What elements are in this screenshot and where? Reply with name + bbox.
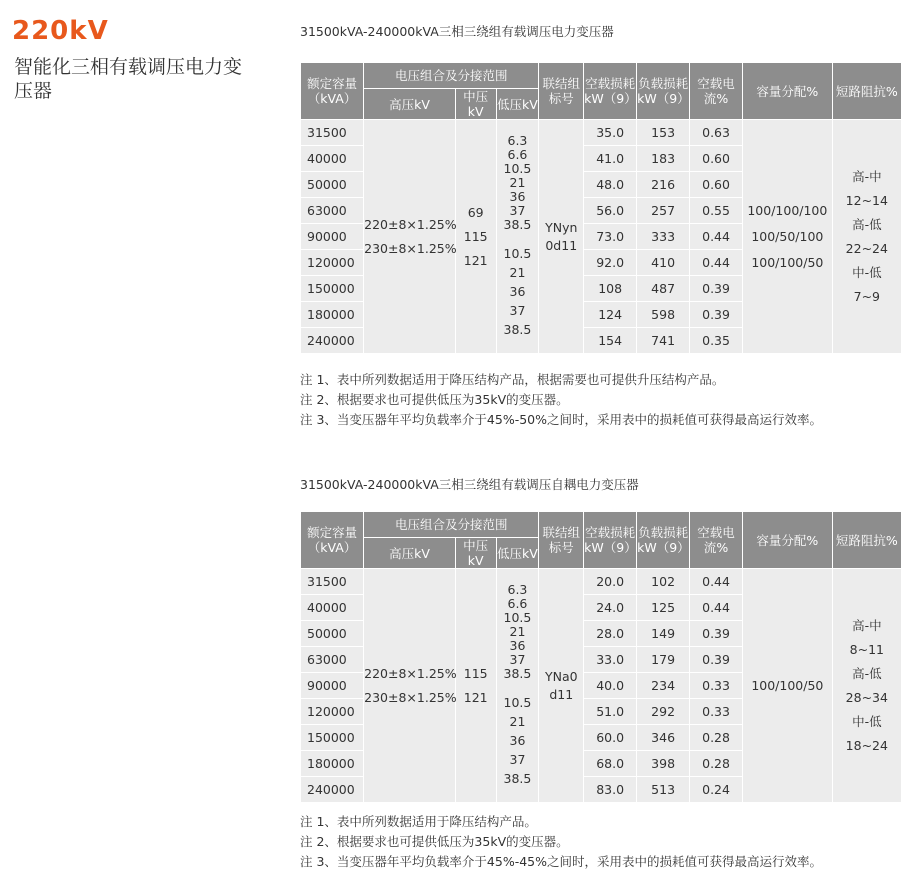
header-voltage-combination: 电压组合及分接范围 bbox=[364, 512, 539, 538]
cell-load-loss: 410 bbox=[637, 250, 690, 276]
cell-no-load-current: 0.60 bbox=[690, 172, 743, 198]
table-row bbox=[301, 569, 902, 595]
cell-no-load-loss: 73.0 bbox=[584, 224, 637, 250]
cell-load-loss: 292 bbox=[637, 699, 690, 725]
cell-load-loss: 598 bbox=[637, 302, 690, 328]
header-short-circuit-impedance: 短路阻抗% bbox=[832, 512, 901, 569]
note-line: 注 2、根据要求也可提供低压为35kV的变压器。 bbox=[300, 392, 569, 407]
cell-no-load-loss: 24.0 bbox=[584, 595, 637, 621]
cell-vector-group: YNa0 d11 bbox=[539, 569, 584, 803]
header-rated-capacity: 额定容量（kVA） bbox=[301, 63, 364, 120]
cell-no-load-current: 0.28 bbox=[690, 751, 743, 777]
header-low-voltage: 低压kV bbox=[496, 538, 539, 569]
cell-load-loss: 333 bbox=[637, 224, 690, 250]
cell-no-load-current: 0.44 bbox=[690, 595, 743, 621]
cell-load-loss: 102 bbox=[637, 569, 690, 595]
header-vector-group: 联结组标号 bbox=[539, 512, 584, 569]
cell-capacity-distribution: 100/100/50 bbox=[743, 569, 833, 803]
cell-no-load-current: 0.63 bbox=[690, 120, 743, 146]
note-line: 注 2、根据要求也可提供低压为35kV的变压器。 bbox=[300, 834, 569, 849]
header-rated-capacity: 额定容量（kVA） bbox=[301, 512, 364, 569]
cell-no-load-current: 0.39 bbox=[690, 621, 743, 647]
cell-no-load-loss: 83.0 bbox=[584, 777, 637, 803]
cell-no-load-loss: 40.0 bbox=[584, 673, 637, 699]
cell-load-loss: 513 bbox=[637, 777, 690, 803]
cell-load-loss: 153 bbox=[637, 120, 690, 146]
cell-rated-capacity: 63000 bbox=[301, 198, 364, 224]
cell-load-loss: 398 bbox=[637, 751, 690, 777]
note-line: 注 3、当变压器年平均负载率介于45%-50%之间时，采用表中的损耗值可获得最高运行效率。 bbox=[300, 412, 823, 427]
header-high-voltage: 高压kV bbox=[364, 89, 456, 120]
cell-no-load-current: 0.39 bbox=[690, 276, 743, 302]
cell-no-load-current: 0.35 bbox=[690, 328, 743, 354]
cell-no-load-loss: 48.0 bbox=[584, 172, 637, 198]
cell-no-load-loss: 35.0 bbox=[584, 120, 637, 146]
cell-no-load-loss: 20.0 bbox=[584, 569, 637, 595]
cell-no-load-current: 0.55 bbox=[690, 198, 743, 224]
header-no-load-loss: 空载损耗kW（9） bbox=[584, 512, 637, 569]
header-load-loss: 负载损耗kW（9） bbox=[637, 63, 690, 120]
cell-no-load-loss: 68.0 bbox=[584, 751, 637, 777]
cell-no-load-loss: 60.0 bbox=[584, 725, 637, 751]
cell-no-load-current: 0.44 bbox=[690, 250, 743, 276]
cell-no-load-current: 0.28 bbox=[690, 725, 743, 751]
header-load-loss: 负载损耗kW（9） bbox=[637, 512, 690, 569]
cell-rated-capacity: 40000 bbox=[301, 595, 364, 621]
cell-rated-capacity: 63000 bbox=[301, 647, 364, 673]
header-no-load-loss: 空载损耗kW（9） bbox=[584, 63, 637, 120]
header-no-load-current: 空载电流% bbox=[690, 63, 743, 120]
cell-rated-capacity: 90000 bbox=[301, 673, 364, 699]
cell-rated-capacity: 50000 bbox=[301, 172, 364, 198]
header-capacity-distribution: 容量分配% bbox=[743, 63, 833, 120]
cell-load-loss: 234 bbox=[637, 673, 690, 699]
cell-load-loss: 149 bbox=[637, 621, 690, 647]
cell-load-loss: 487 bbox=[637, 276, 690, 302]
cell-no-load-loss: 28.0 bbox=[584, 621, 637, 647]
header-high-voltage: 高压kV bbox=[364, 538, 456, 569]
cell-rated-capacity: 180000 bbox=[301, 302, 364, 328]
cell-rated-capacity: 50000 bbox=[301, 621, 364, 647]
table2-title: 31500kVA-240000kVA三相三绕组有载调压自耦电力变压器 bbox=[300, 477, 639, 492]
cell-no-load-current: 0.33 bbox=[690, 673, 743, 699]
cell-low-voltage bbox=[496, 120, 539, 354]
cell-load-loss: 183 bbox=[637, 146, 690, 172]
cell-no-load-current: 0.39 bbox=[690, 302, 743, 328]
header-low-voltage: 低压kV bbox=[496, 89, 539, 120]
cell-load-loss: 741 bbox=[637, 328, 690, 354]
cell-high-voltage: 220±8×1.25% 230±8×1.25% bbox=[364, 120, 456, 354]
cell-rated-capacity: 120000 bbox=[301, 699, 364, 725]
table2-notes bbox=[300, 812, 822, 872]
cell-rated-capacity: 31500 bbox=[301, 120, 364, 146]
low-voltage-group-lower: 10.5 21 36 37 38.5 bbox=[503, 246, 532, 337]
header-no-load-current: 空载电流% bbox=[690, 512, 743, 569]
cell-rated-capacity: 40000 bbox=[301, 146, 364, 172]
cell-medium-voltage: 115 121 bbox=[455, 569, 496, 803]
cell-no-load-current: 0.24 bbox=[690, 777, 743, 803]
cell-no-load-loss: 154 bbox=[584, 328, 637, 354]
cell-no-load-loss: 92.0 bbox=[584, 250, 637, 276]
table2 bbox=[300, 511, 902, 803]
cell-load-loss: 257 bbox=[637, 198, 690, 224]
header-capacity-distribution: 容量分配% bbox=[743, 512, 833, 569]
cell-no-load-current: 0.39 bbox=[690, 647, 743, 673]
cell-load-loss: 179 bbox=[637, 647, 690, 673]
cell-no-load-current: 0.44 bbox=[690, 224, 743, 250]
header-voltage-combination: 电压组合及分接范围 bbox=[364, 63, 539, 89]
table1-title: 31500kVA-240000kVA三相三绕组有载调压电力变压器 bbox=[300, 24, 614, 39]
voltage-title: 220kV bbox=[12, 16, 109, 46]
note-line: 注 1、表中所列数据适用于降压结构产品，根据需要也可提供升压结构产品。 bbox=[300, 372, 725, 387]
cell-no-load-loss: 108 bbox=[584, 276, 637, 302]
cell-short-circuit-impedance: 高-中 8~11 高-低 28~34 中-低 18~24 bbox=[832, 569, 901, 803]
cell-no-load-loss: 41.0 bbox=[584, 146, 637, 172]
header-vector-group: 联结组标号 bbox=[539, 63, 584, 120]
cell-low-voltage bbox=[496, 569, 539, 803]
cell-rated-capacity: 31500 bbox=[301, 569, 364, 595]
table-row bbox=[301, 120, 902, 146]
cell-rated-capacity: 240000 bbox=[301, 777, 364, 803]
cell-short-circuit-impedance: 高-中 12~14 高-低 22~24 中-低 7~9 bbox=[832, 120, 901, 354]
cell-rated-capacity: 150000 bbox=[301, 276, 364, 302]
cell-load-loss: 346 bbox=[637, 725, 690, 751]
header-medium-voltage: 中压kV bbox=[455, 538, 496, 569]
cell-rated-capacity: 90000 bbox=[301, 224, 364, 250]
product-name: 智能化三相有载调压电力变压器 bbox=[14, 56, 243, 102]
table1-notes bbox=[300, 370, 822, 430]
cell-no-load-current: 0.44 bbox=[690, 569, 743, 595]
cell-load-loss: 216 bbox=[637, 172, 690, 198]
cell-high-voltage: 220±8×1.25% 230±8×1.25% bbox=[364, 569, 456, 803]
cell-rated-capacity: 120000 bbox=[301, 250, 364, 276]
low-voltage-group-upper: 6.3 6.6 10.5 21 36 37 38.5 bbox=[503, 133, 532, 232]
cell-load-loss: 125 bbox=[637, 595, 690, 621]
cell-rated-capacity: 240000 bbox=[301, 328, 364, 354]
cell-no-load-loss: 33.0 bbox=[584, 647, 637, 673]
cell-capacity-distribution: 100/100/100 100/50/100 100/100/50 bbox=[743, 120, 833, 354]
low-voltage-group-lower: 10.5 21 36 37 38.5 bbox=[503, 695, 532, 786]
cell-no-load-loss: 51.0 bbox=[584, 699, 637, 725]
cell-no-load-loss: 56.0 bbox=[584, 198, 637, 224]
note-line: 注 3、当变压器年平均负载率介于45%-45%之间时，采用表中的损耗值可获得最高运行效率。 bbox=[300, 854, 823, 869]
cell-rated-capacity: 150000 bbox=[301, 725, 364, 751]
cell-rated-capacity: 180000 bbox=[301, 751, 364, 777]
cell-vector-group: YNyn 0d11 bbox=[539, 120, 584, 354]
cell-medium-voltage: 69 115 121 bbox=[455, 120, 496, 354]
low-voltage-group-upper: 6.3 6.6 10.5 21 36 37 38.5 bbox=[503, 582, 532, 681]
table1 bbox=[300, 62, 902, 354]
header-short-circuit-impedance: 短路阻抗% bbox=[832, 63, 901, 120]
header-medium-voltage: 中压kV bbox=[455, 89, 496, 120]
cell-no-load-current: 0.60 bbox=[690, 146, 743, 172]
cell-no-load-current: 0.33 bbox=[690, 699, 743, 725]
note-line: 注 1、表中所列数据适用于降压结构产品。 bbox=[300, 814, 537, 829]
cell-no-load-loss: 124 bbox=[584, 302, 637, 328]
